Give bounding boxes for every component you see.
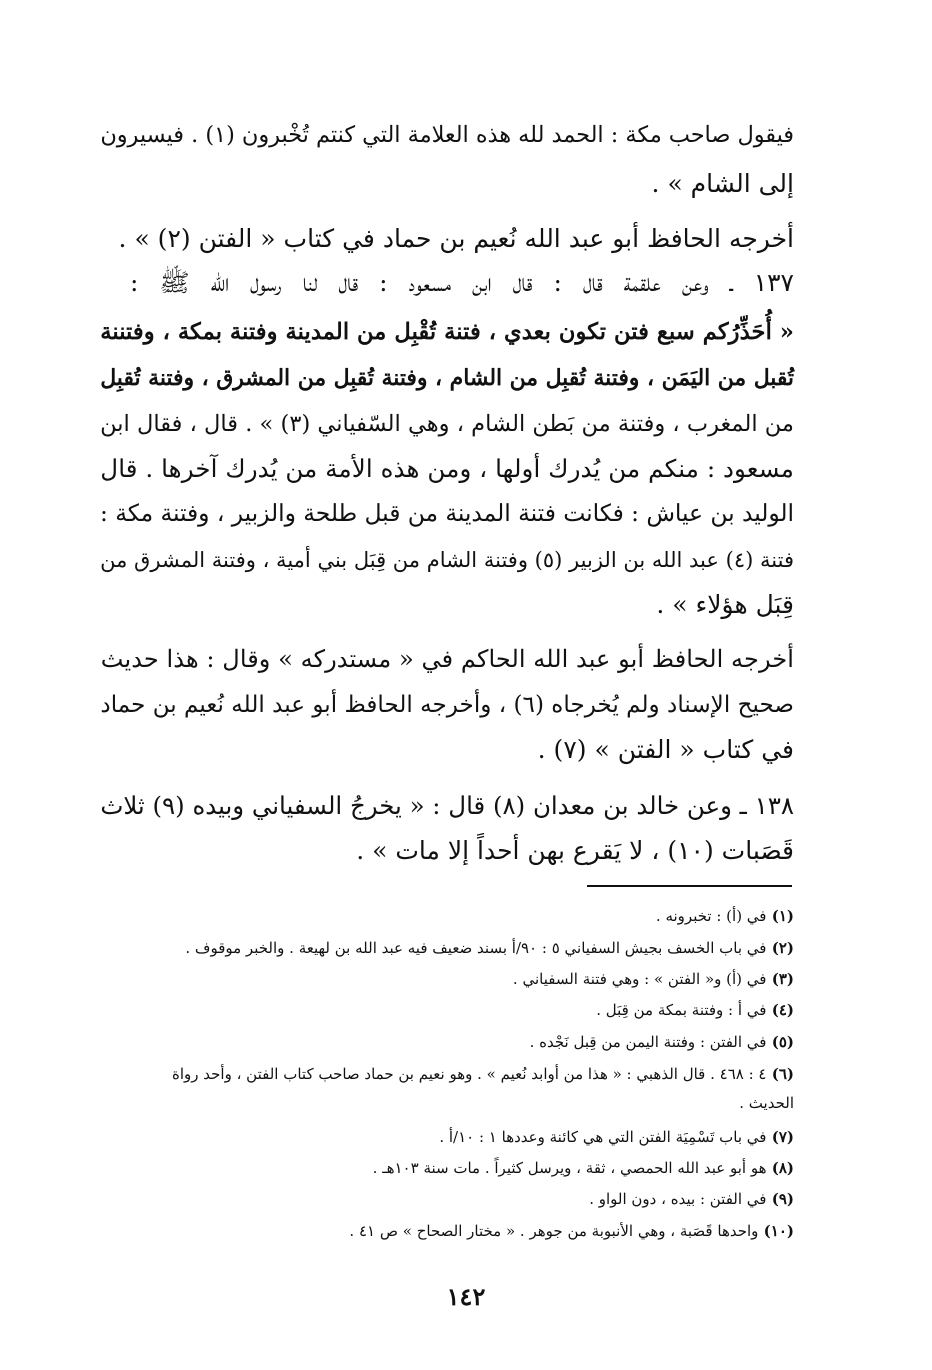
footnote [530,1031,794,1053]
footnote-text: في باب الخسف بجيش السفياني ٥ : ٩٠/أ بسند ضعيف فيه عبد الله بن لهيعة . والخبر موقوف . [185,939,767,957]
footnote-text: في الفتن : وفتنة اليمن من قِبل نَجْده . [529,1033,767,1051]
footnote-number: (٨) [771,1159,794,1177]
footnote-text: الحديث . [739,1094,794,1112]
body-line: قَصَبات (١٠) ، لا يَقرع بهن أحداً إلا مات » . [356,836,794,865]
footnote-continuation [739,1092,794,1114]
footnote-text: في الفتن : بيده ، دون الواو . [589,1190,767,1208]
footnote [349,1220,794,1242]
footnote-number: (١٠) [763,1222,794,1240]
body-line: صحيح الإسناد ولم يُخرجاه (٦) ، وأخرجه الحافظ أبو عبد الله نُعيم بن حماد [100,692,794,718]
footnote-number: (٢) [771,939,794,957]
body-line: قِبَل هؤلاء » . [656,590,794,619]
body-line: في كتاب « الفتن » (٧) . [537,735,794,764]
body-line: فتنة (٤) عبد الله بن الزبير (٥) وفتنة الشام من قِبَل بني أمية ، وفتنة المشرق من [100,547,794,572]
body-line: أخرجه الحافظ أبو عبد الله نُعيم بن حماد في كتاب « الفتن (٢) » . [118,224,794,253]
footnote [439,1126,794,1148]
footnote [373,1157,794,1179]
body-line: أخرجه الحافظ أبو عبد الله الحاكم في « مستدركه » وقال : هذا حديث [100,645,794,673]
footnote [185,937,794,959]
footnote-number: (٣) [771,970,794,988]
body-line: إلى الشام » . [651,169,794,198]
footnote [589,1188,794,1210]
footnote [513,968,794,990]
footnote-text: في (أ) و« الفتن » : وهي فتنة السفياني . [512,970,767,988]
body-line-bold: تُقبل من اليَمَن ، وفتنة تُقبِل من الشام ، وفتنة تُقبِل من المشرق ، وفتنة تُقبِل [100,365,794,391]
footnote-number: (٧) [771,1128,794,1146]
page-number: ١٤٢ [446,1282,486,1311]
footnote-number: (٤) [771,1001,794,1019]
footnote-text: في أ : وفتنة بمكة من قِبَل . [596,1001,767,1019]
footnote-text: في باب تَسْمِيَة الفتن التي هي كائنة وعددها ١ : ١٠/أ . [439,1128,767,1146]
footnote-number: (١) [771,907,794,925]
body-line: من المغرب ، وفتنة من بَطن الشام ، وهي السّفياني (٣) » . قال ، فقال ابن [100,411,794,437]
footnote-number: (٦) [771,1065,794,1083]
body-line: الوليد بن عياش : فكانت فتنة المدينة من قبل طلحة والزبير ، وفتنة مكة : [99,500,794,527]
footnote [172,1063,794,1085]
body-line: مسعود : منكم من يُدرك أولها ، ومن هذه الأمة من يُدرك آخرها . قال [100,454,794,483]
footnote-separator [587,885,792,887]
footnote-text: واحدها قَصَبة ، وهي الأنبوبة من جوهر . « مختار الصحاح » ص ٤١ . [349,1222,759,1240]
body-line-bold: « أُحَذِّرُكم سبع فتن تكون بعدي ، فتنة تُقْبِل من المدينة وفتنة بمكة ، وفتننة [100,319,794,345]
footnote [596,999,794,1021]
body-line: ١٣٧ ـ وعن علقمة قال : قال ابن مسعود : قال لنا رسول الله ﷺ : [130,268,794,297]
footnote [656,905,794,927]
body-line: فيقول صاحب مكة : الحمد لله هذه العلامة التي كنتم تُخْبرون (١) . فيسيرون [100,122,794,148]
footnote-text: هو أبو عبد الله الحمصي ، ثقة ، ويرسل كثيراً . مات سنة ١٠٣هـ . [372,1159,767,1177]
footnote-text: في (أ) : تخبرونه . [655,907,767,925]
footnote-number: (٩) [771,1190,794,1208]
body-line: ١٣٨ ـ وعن خالد بن معدان (٨) قال : « يخرجُ السفياني وبيده (٩) ثلاث [100,791,794,820]
footnote-text: ٤ : ٤٦٨ . قال الذهبي : « هذا من أوابد نُعيم » . وهو نعيم بن حماد صاحب كتاب الفتن ، وأحد رواة [171,1065,767,1083]
footnote-number: (٥) [771,1033,794,1051]
